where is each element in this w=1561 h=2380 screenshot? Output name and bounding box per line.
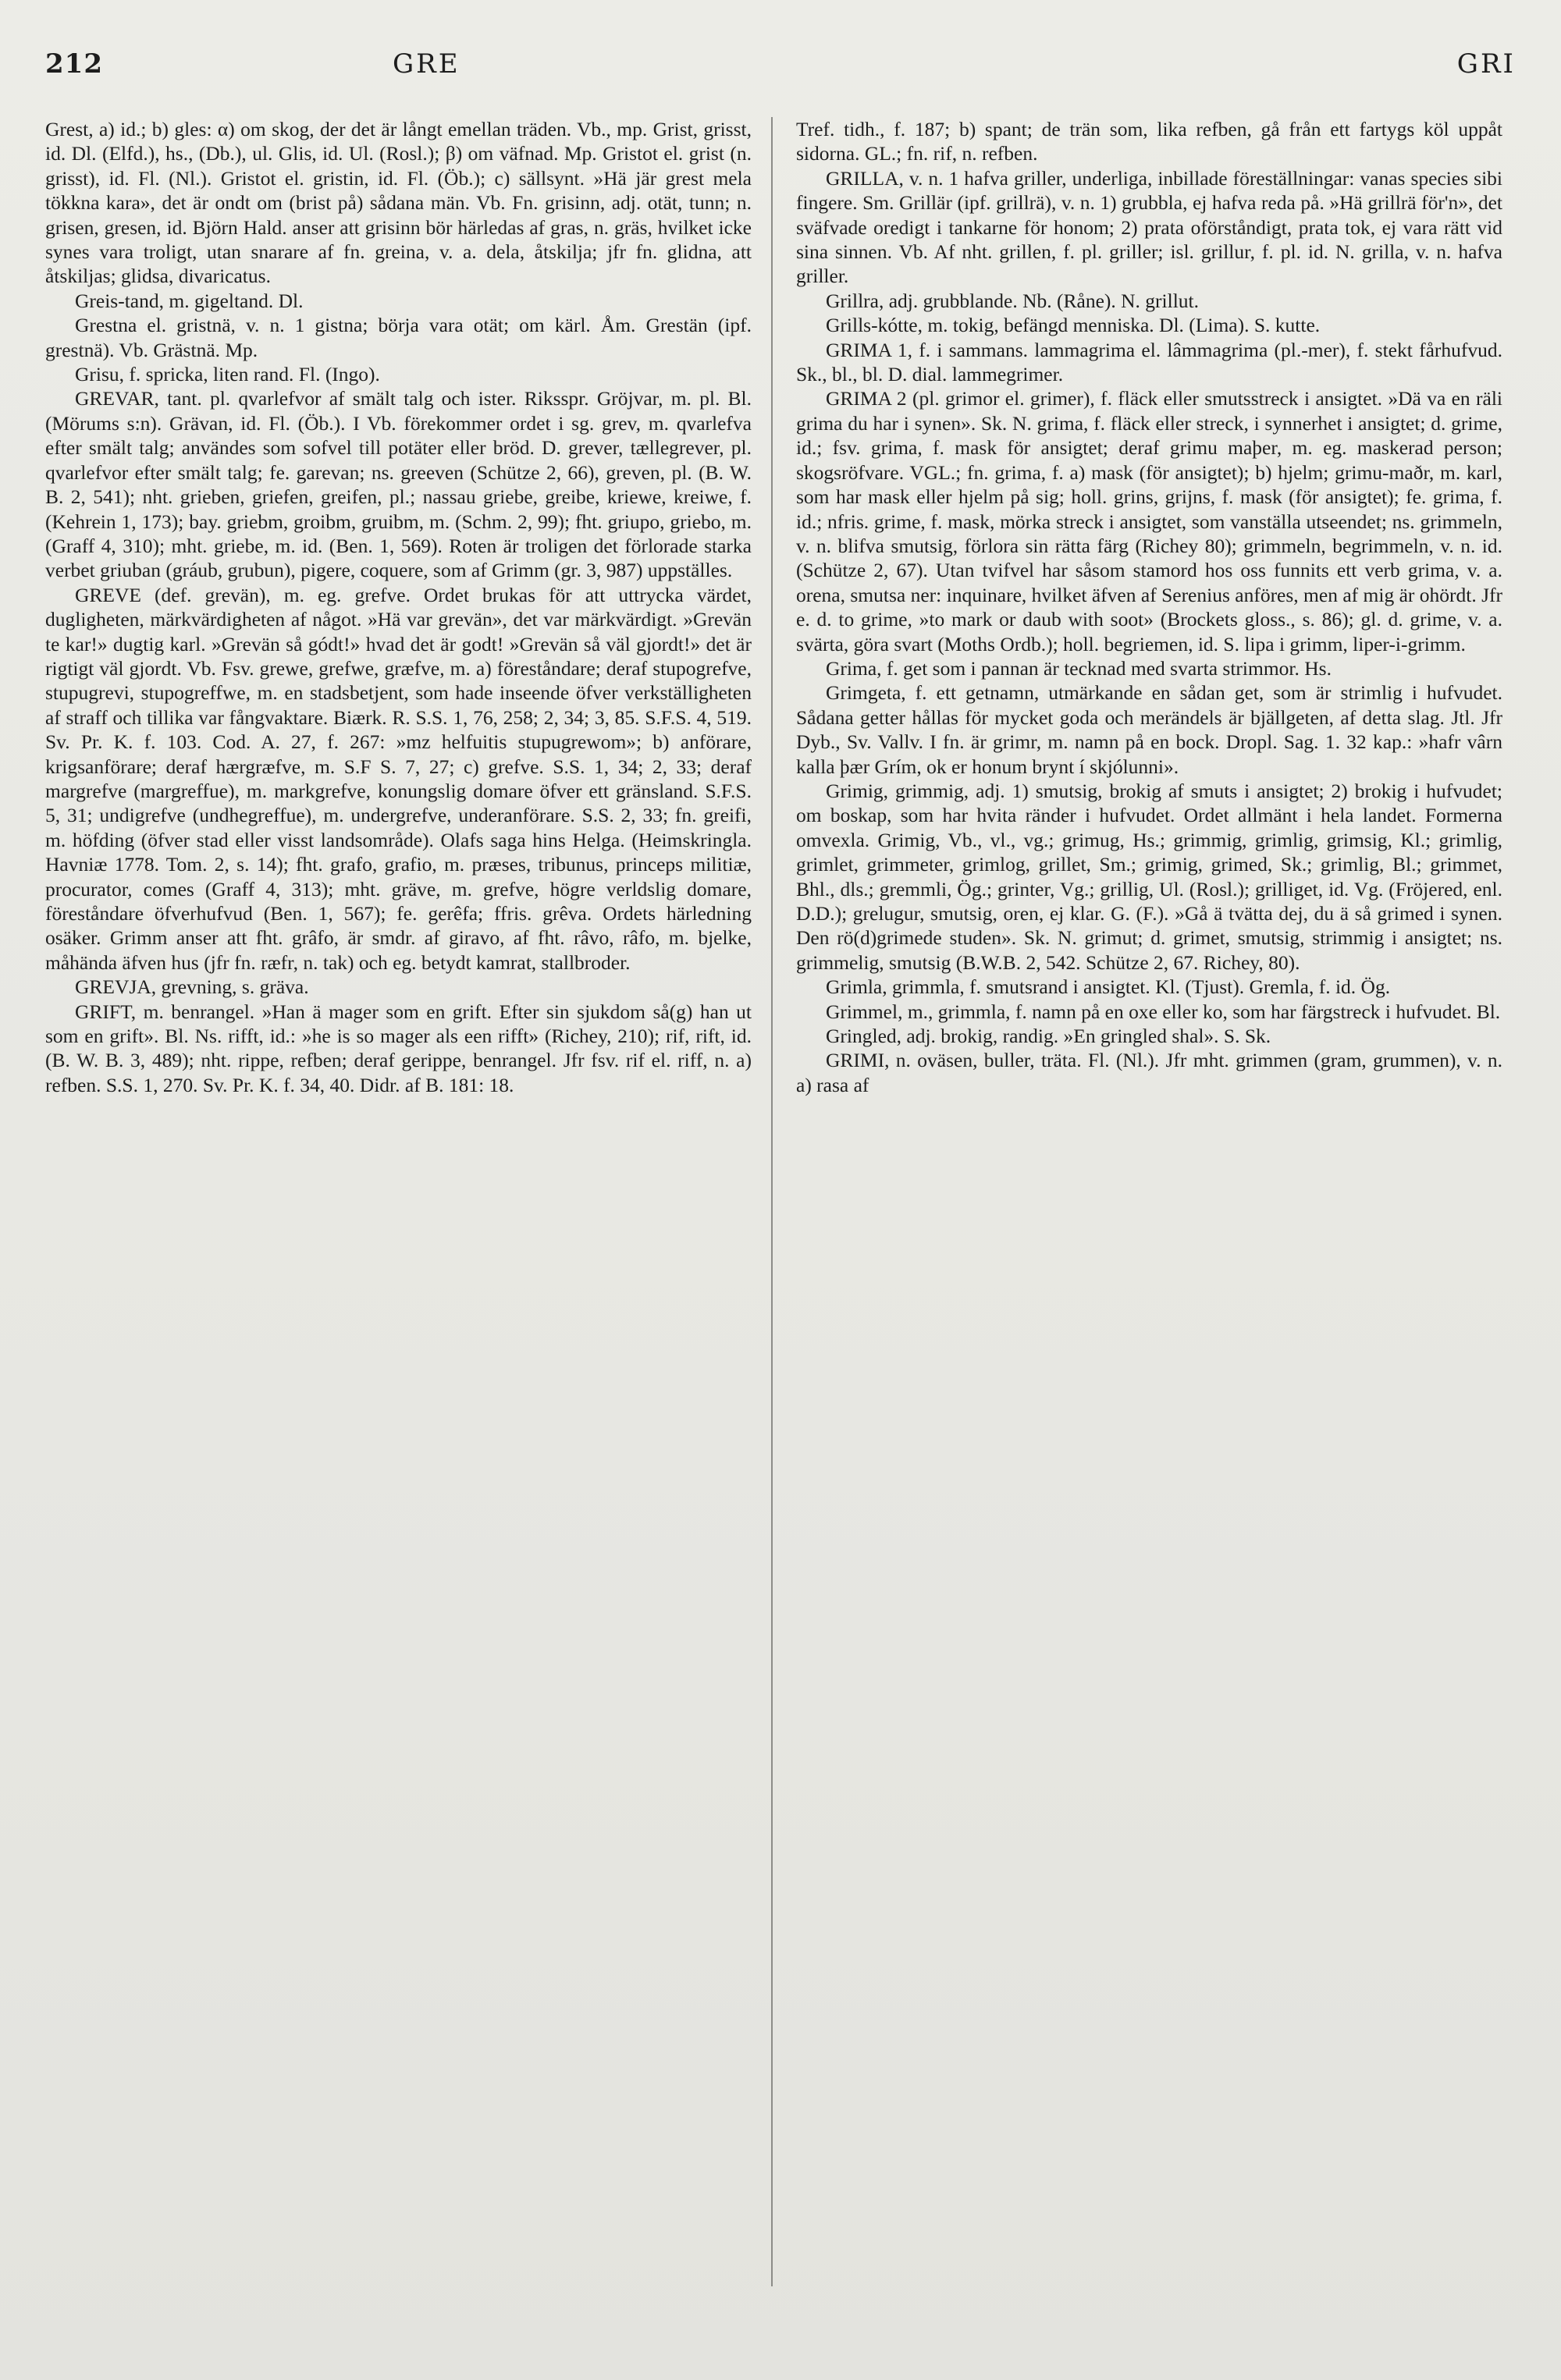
dictionary-entry: GRIMA 1, f. i sammans. lammagrima el. lâmmagrima (pl.-mer), f. stekt fårhufvud. Sk., bl., bl. D. dial. lammegrimer. <box>796 338 1502 386</box>
guide-word-left: GRE <box>393 48 460 80</box>
dictionary-entry: Grimla, grimmla, f. smutsrand i ansigtet. Kl. (Tjust). Gremla, f. id. Ög. <box>826 975 1391 999</box>
dictionary-entry: GREVAR, tant. pl. qvarlefvor af smält talg och ister. Riksspr. Gröjvar, m. pl. Bl. (Mörums s:n). Grävan, id. Fl. (Öb.). I Vb. förekommer ordet i sg. grev, m. qvarlefva efter smält talg; användes som sofvel till potäter eller bröd. D. grever, tællegrever, pl. qvarlefvor efter smält talg; fe. garevan; ns. greeven (Schütze 2, 66), greven, pl. (B. W. B. 2, 541); nht. grieben, griefen, greifen, pl.; nassau griebe, greibe, kriewe, kreiwe, f. (Kehrein 1, 173); bay. griebm, groibm, gruibm, m. (Schm. 2, 99); fht. griupo, griebo, m. (Graff 4, 310); mht. griebe, m. id. (Ben. 1, 569). Roten är troligen det förlorade starka verbet griuban (gráub, grubun), pigere, coquere, som af Grimm (gr. 3, 987) uppställes. <box>45 387 752 582</box>
dictionary-entry: Grills-kótte, m. tokig, befängd menniska. Dl. (Lima). S. kutte. <box>826 314 1321 337</box>
dictionary-entry: Grimgeta, f. ett getnamn, utmärkande en sådan get, som är strimlig i hufvudet. Sådana getter hållas för mycket goda och merändels är bjällgeten, af detta slag. Jtl. Jfr Dyb., Sv. Vallv. I fn. är grimr, m. namn på en bock. Dropl. Sag. 1. 32 kap.: »hafr vârn kalla þær Grím, ok er honum brynt í skjólunni». <box>796 681 1502 778</box>
dictionary-entry: Gringled, adj. brokig, randig. »En gringled shal». S. Sk. <box>826 1025 1271 1048</box>
dictionary-entry: GRILLA, v. n. 1 hafva griller, underliga, inbillade föreställningar: vanas species sibi fingere. Sm. Grillär (ipf. grillrä), v. n. 1) grubbla, ej hafva reda på. »Hä grillrä för'n», det sväfvade oredigt i tankarne för honom; 2) prata oförståndigt, prata tok, ej vara rätt vid sina sinnen. Vb. Af nht. grillen, f. pl. griller; isl. grillur, f. pl. id. N. grilla, v. n. hafva griller. <box>796 166 1502 288</box>
dictionary-entry: Grest, a) id.; b) gles: α) om skog, der det är långt emellan träden. Vb., mp. Grist, grisst, id. Dl. (Elfd.), hs., (Db.), ul. Glis, id. Ul. (Rosl.); β) om väfnad. Mp. Gristot el. grist (n. grisst), id. Fl. (Nl.). Gristot el. gristin, id. Fl. (Öb.); c) sällsynt. »Hä jär grest mela tökkna kara», det är ondt om (brist på) sådana män. Vb. Fn. grisinn, adj. otät, tunn; n. grisen, gresen, id. Björn Hald. anser att grisinn bör härledas af gras, n. gräs, hvilket icke synes vara troligt, utan snarare af fn. greina, v. a. dela, åtskilja; jfr fn. glidna, att åtskiljas; glidsa, divaricatus. <box>45 118 752 288</box>
guide-word-right: GRI <box>1456 48 1516 80</box>
column-divider <box>771 117 773 2286</box>
dictionary-entry: Grisu, f. spricka, liten rand. Fl. (Ingo). <box>75 363 380 386</box>
dictionary-entry: Tref. tidh., f. 187; b) spant; de trän som, lika refben, gå från ett fartygs köl uppåt sidorna. GL.; fn. rif, n. refben. <box>796 118 1502 165</box>
dictionary-entry: Greis-tand, m. gigeltand. Dl. <box>75 289 304 312</box>
dictionary-entry: Grimmel, m., grimmla, f. namn på en oxe eller ko, som har färgstreck i hufvudet. Bl. <box>826 1000 1501 1023</box>
page-header <box>45 48 1516 95</box>
dictionary-entry: Grestna el. gristnä, v. n. 1 gistna; börja vara otät; om kärl. Åm. Grestän (ipf. grestnä). Vb. Grästnä. Mp. <box>45 314 752 361</box>
dictionary-entry: Grillra, adj. grubblande. Nb. (Råne). N. grillut. <box>826 289 1200 312</box>
dictionary-entry: Grima, f. get som i pannan är tecknad med svarta strimmor. Hs. <box>826 656 1332 680</box>
dictionary-entry: GREVE (def. grevän), m. eg. grefve. Ordet brukas för att uttrycka värdet, dugligheten, märkvärdigheten af något. »Hä var grevän», det var märkvärdigt. »Grevän te kar!» dugtig karl. »Grevän så gódt!» hvad det är godt! »Grevän så väl gjordt!» det är rigtigt väl gjordt. Vb. Fsv. grewe, grefwe, græfve, m. a) föreståndare; deraf stupogrefve, stupugrevi, stupogreffwe, m. en stadsbetjent, som hade inseende öfver verkställigheten af straff och tillika var fångvaktare. Biærk. R. S.S. 1, 76, 258; 2, 34; 3, 85. S.F.S. 4, 519. Sv. Pr. K. f. 103. Cod. A. 27, f. 267: »mz helfuitis stupugrewom»; b) anförare, krigsanförare; deraf hærgræfve, m. S.F S. 7, 27; c) grefve. S.S. 1, 34; 2, 33; deraf margrefve (margreffue), m. markgrefve, konungslig domare öfver ett gränsland. S.F.S. 5, 31; undigrefve (undhegreffue), m. undergrefve, underanförare. S.S. 2, 33; fn. greifi, m. höfding (öfver stad eller visst landsområde). Olafs saga hins Helga. (Heimskringla. Havniæ 1778. Tom. 2, s. 14); fht. grafo, grafio, m. præses, tribunus, princeps militiæ, procurator, comes (Graff 4, 313); mht. gräve, m. grefve, högre verldslig domare, föreståndare öfverhufvud (Ben. 1, 567); fe. gerêfa; ffris. grêva. Ordets härledning osäker. Grimm anser att fht. grâfo, är smdr. af giravo, af fht. râvo, râfo, m. bjelke, måhända äfven hus (jfr fn. ræfr, n. tak) och eg. betydt kamrat, stallbroder. <box>45 583 752 974</box>
page-number: 212 <box>45 48 103 80</box>
dictionary-entry: GRIFT, m. benrangel. »Han ä mager som en grift. Efter sin sjukdom så(g) han ut som en grift». Bl. Ns. rifft, id.: »he is so mager als een rifft» (Richey, 210); rif, rift, id. (B. W. B. 3, 489); nht. rippe, refben; deraf gerippe, benrangel. Jfr fsv. rif el. riff, n. a) refben. S.S. 1, 270. Sv. Pr. K. f. 34, 40. Didr. af B. 181: 18. <box>45 1000 752 1096</box>
right-column <box>796 117 1502 2325</box>
left-column <box>45 117 752 2325</box>
dictionary-entry: GRIMA 2 (pl. grimor el. grimer), f. fläck eller smutsstreck i ansigtet. »Dä va en räli grima du har i synen». Sk. N. grima, f. fläck eller streck, i synnerhet i ansigtet; d. grime, id.; fsv. grima, f. mask för ansigtet; deraf grimu maþer, m. eg. maskerad person; skogsröfvare. VGL.; fn. grima, f. a) mask (för ansigtet); b) hjelm; grimu-maðr, m. karl, som har mask eller hjelm på sig; holl. grins, grijns, f. mask (för ansigtet); fe. grima, f. id.; nfris. grime, f. mask, mörka streck i ansigtet, som vanställa utseendet; ns. grimmeln, v. n. blifva smutsig, förlora sin rätta färg (Richey 80); grimmeln, begrimmeln, v. n. id. (Schütze 2, 67). Utan tvifvel har såsom stamord hos oss funnits ett verb grima, v. a. orena, smutsa ner: inquinare, hvilket äfven af Serenius anföres, men af mig är ohördt. Jfr e. d. to grime, »to mark or daub with soot» (Brockets gloss., s. 86); gl. d. grime, v. a. svärta, göra svart (Moths Ordb.); holl. begriemen, id. S. lipa i grimm, liper-i-grimm. <box>796 387 1502 655</box>
dictionary-entry: GRIMI, n. oväsen, buller, träta. Fl. (Nl.). Jfr mht. grimmen (gram, grummen), v. n. a) rasa af <box>796 1049 1502 1096</box>
dictionary-entry: Grimig, grimmig, adj. 1) smutsig, brokig af smuts i ansigtet; 2) brokig i hufvudet; om boskap, som har hvita ränder i hufvudet. Ordet allmänt i hela landet. Formerna omvexla. Grimig, Vb., vl., vg.; grimug, Hs.; grimmig, grimlig, grimsig, Kl.; grimlig, grimlet, grimmeter, grimlog, grillet, Sm.; grimig, grimed, Sk.; grimlig, Bl.; grimmet, Bhl., dls.; gremmli, Ög.; grinter, Vg.; grillig, Ul. (Rosl.); grilliget, id. Vg. (Fröjered, enl. D.D.); grelugur, smutsig, oren, ej klar. G. (F.). »Gå ä tvätta dej, du ä så grimed i synen. Den rö(d)grimede studen». Sk. N. grimut; d. grimet, smutsig, strimmig i ansigtet; ns. grimmelig, smutsig (B.W.B. 2, 542. Schütze 2, 67. Richey, 80). <box>796 779 1502 974</box>
dictionary-entry: GREVJA, grevning, s. gräva. <box>75 975 309 999</box>
